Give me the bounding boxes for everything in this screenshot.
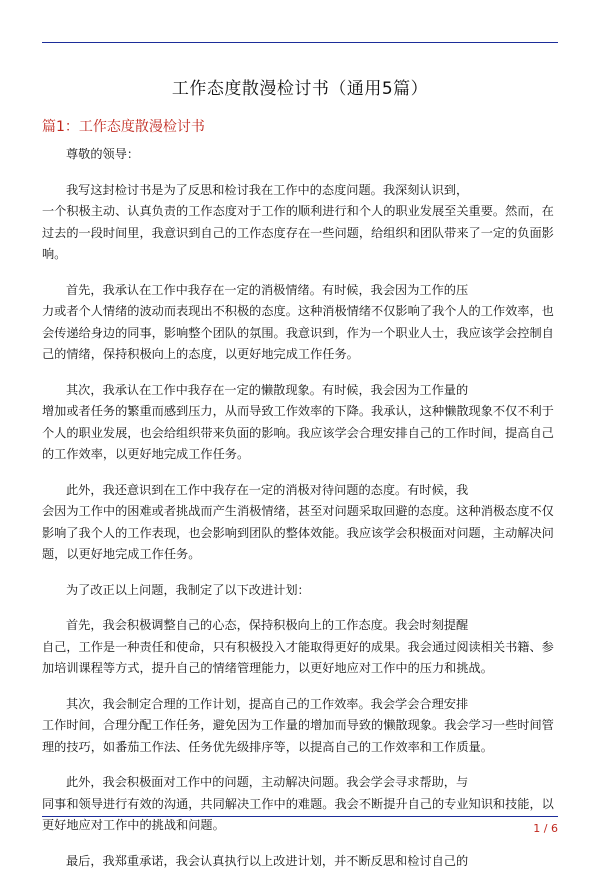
- paragraph-line: 力或者个人情绪的波动而表现出不积极的态度。这种消极情绪不仅影响了我个人的工作效率，也: [42, 304, 554, 318]
- paragraph-list: [42, 180, 558, 873]
- greeting: 尊敬的领导：: [66, 147, 140, 161]
- body-paragraph: [42, 615, 558, 680]
- body-paragraph: [42, 380, 558, 466]
- paragraph-line: 一个积极主动、认真负责的工作态度对于工作的顺利进行和个人的职业发展至关重要。然而，在: [42, 204, 554, 218]
- paragraph-line: 此外，我还意识到在工作中我存在一定的消极对待问题的态度。有时候，我: [66, 482, 469, 497]
- paragraph-line: 为了改正以上问题，我制定了以下改进计划：: [66, 582, 310, 597]
- paragraph-line: 工作时间，合理分配工作任务，避免因为工作量的增加而导致的懒散现象。我会学习一些时间管: [42, 718, 554, 732]
- body-paragraph: [42, 851, 558, 873]
- paragraph-line: 此外，我会积极面对工作中的问题，主动解决问题。我会学会寻求帮助，与: [66, 775, 469, 789]
- header-rule: [42, 42, 558, 43]
- paragraph-line: 个人的职业发展，也会给组织带来负面的影响。我应该学会合理安排自己的工作时间，提高自己: [42, 425, 554, 440]
- body-paragraph: [42, 772, 558, 837]
- paragraph-line: 己的情绪，保持积极向上的态度，以更好地完成工作任务。: [42, 347, 359, 361]
- paragraph-line: 影响了我个人的工作表现，也会影响到团队的整体效能。我应该学会积极面对问题，主动解决问: [42, 525, 554, 540]
- paragraph-line: 会传递给身边的同事，影响整个团队的氛围。我意识到，作为一个职业人士，我应该学会控制自: [42, 325, 554, 340]
- body-paragraph: [42, 694, 558, 759]
- paragraph-line: 响。: [42, 247, 67, 261]
- document-body: [42, 144, 558, 886]
- paragraph-line: 其次，我会制定合理的工作计划，提高自己的工作效率。我会学会合理安排: [66, 696, 469, 711]
- paragraph-line: 的工作效率，以更好地完成工作任务。: [42, 447, 250, 461]
- paragraph-line: 更好地应对工作中的挑战和问题。: [42, 818, 225, 832]
- paragraph-line: 题，以更好地完成工作任务。: [42, 547, 201, 561]
- paragraph-line: 会因为工作中的困难或者挑战而产生消极情绪，甚至对问题采取回避的态度。这种消极态度不仅: [42, 504, 554, 518]
- body-paragraph: [42, 280, 558, 366]
- footer-rule: [42, 816, 558, 817]
- paragraph-line: 同事和领导进行有效的沟通，共同解决工作中的难题。我会不断提升自己的专业知识和技能，以: [42, 796, 554, 811]
- paragraph-line: 加培训课程等方式，提升自己的情绪管理能力，以更好地应对工作中的压力和挑战。: [42, 661, 493, 675]
- paragraph-line: 过去的一段时间里，我意识到自己的工作态度存在一些问题，给组织和团队带来了一定的负面影: [42, 225, 554, 240]
- body-paragraph: [42, 480, 558, 566]
- body-paragraph: [42, 180, 558, 266]
- body-paragraph: [42, 580, 558, 602]
- paragraph-line: 其次，我承认在工作中我存在一定的懒散现象。有时候，我会因为工作量的: [66, 382, 469, 397]
- paragraph-line: 最后，我郑重承诺，我会认真执行以上改进计划，并不断反思和检讨自己的: [66, 853, 469, 868]
- section-heading: 篇1：工作态度散漫检讨书: [42, 119, 205, 135]
- paragraph-line: 首先，我会积极调整自己的心态，保持积极向上的工作态度。我会时刻提醒: [66, 618, 469, 632]
- paragraph-line: 我写这封检讨书是为了反思和检讨我在工作中的态度问题。我深刻认识到，: [66, 182, 469, 197]
- paragraph-line: 首先，我承认在工作中我存在一定的消极情绪。有时候，我会因为工作的压: [66, 282, 469, 297]
- paragraph-line: 自己，工作是一种责任和使命，只有积极投入才能取得更好的成果。我会通过阅读相关书籍、参: [42, 639, 554, 654]
- page-number: 1 / 6: [533, 822, 558, 835]
- paragraph-line: 增加或者任务的繁重而感到压力，从而导致工作效率的下降。我承认，这种懒散现象不仅不利于: [42, 404, 554, 418]
- document-title: 工作态度散漫检讨书（通用5篇）: [171, 79, 429, 99]
- paragraph-line: 理的技巧，如番茄工作法、任务优先级排序等，以提高自己的工作效率和工作质量。: [42, 739, 493, 754]
